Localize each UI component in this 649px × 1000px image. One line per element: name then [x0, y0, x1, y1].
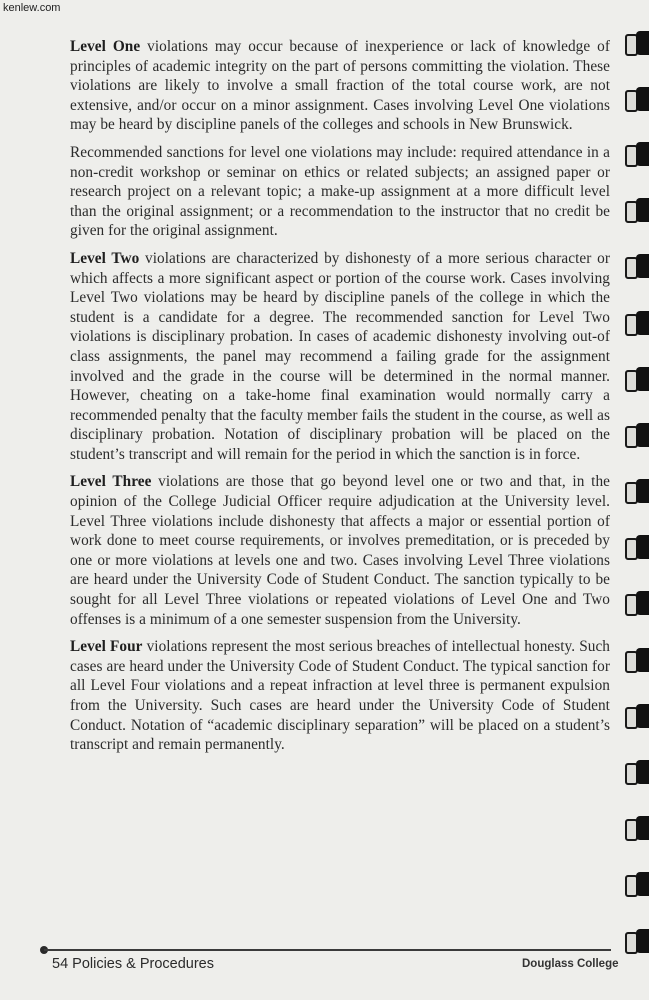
binding-ring [623, 253, 649, 279]
paragraph-text: violations may occur because of inexperience or lack of knowledge of principles of academic integrity on the part of persons committing the violation. These violations are likely to involve a small fraction of the total course work, are not extensive, and/or occur on a minor assignment. Cases involving Level One violations may be heard by discipline panels of the colleges and schools in New Brunswick. [70, 38, 610, 134]
footer-page-label: 54 Policies & Procedures [52, 956, 214, 972]
binding-ring [623, 928, 649, 954]
binding-ring [623, 310, 649, 336]
binding-ring [623, 86, 649, 112]
binding-ring [623, 534, 649, 560]
paragraph-text: violations are characterized by dishonesty of a more serious character or which affects a more significant aspect or portion of the course work. Cases involving Level Two violations may be heard by discipline panels of the college in which the student is a candidate for a degree. The recommended sanction for Level Two violations is disciplinary probation. In cases of academic dishonesty involving out-of class assignments, the panel may recommend a failing grade for the assignment involved and the grade in the course will be determined in the normal manner. However, cheating on a take-home final examination would normally carry a recommended penalty that the faculty member fails the student in the course, as well as disciplinary probation. Notation of disciplinary probation will be placed on the student’s transcript and will remain for the period in which the sanction is in force. [70, 249, 610, 463]
paragraph-level-three [70, 472, 610, 629]
binding-ring [623, 703, 649, 729]
paragraph-level-four [70, 637, 610, 755]
binding-ring [623, 197, 649, 223]
paragraph-text: Recommended sanctions for level one violations may include: required attendance in a non-credit workshop or seminar on ethics or related subjects; an assigned paper or research project on a relevant topic; a make-up assignment at a more difficult level than the original assignment; or a recommendation to the instructor that no credit be given for the original assignment. [70, 143, 610, 240]
paragraph-lead: Level Two [70, 249, 140, 267]
paragraph-lead: Level One [70, 38, 141, 55]
spiral-binding [619, 0, 649, 1000]
binding-ring [623, 30, 649, 56]
binding-ring [623, 590, 649, 616]
binding-ring [623, 815, 649, 841]
paragraph-text: violations represent the most serious breaches of intellectual honesty. Such cases are heard under the University Code of Student Conduct. The typical sanction for all Level Four violations and a repeat infraction at level three is permanent expulsion from the University. Such cases are heard under the University Code of Student Conduct. Notation of “academic disciplinary separation” will be placed on a student’s transcript and remain permanently. [70, 638, 610, 754]
binding-ring [623, 478, 649, 504]
paragraph-lead: Level Four [70, 638, 143, 656]
binding-ring [623, 422, 649, 448]
paragraph-text: violations are those that go beyond level one or two and that, in the opinion of the College Judicial Officer require adjudication at the University level. Level Three violations include dishonesty that affects a major or essential portion of work done to meet course requirements, or involves premeditation, or is preceded by one or more violations at levels one and two. Cases involving Level Three violations are heard under the University Code of Student Conduct. The sanction typically to be sought for all Level Three violations or repeated violations of Level One and Two offenses is a minimum of a one semester suspension from the University. [70, 473, 610, 628]
binding-ring [623, 871, 649, 897]
footer-rule [44, 949, 611, 951]
binding-ring [623, 366, 649, 392]
binding-ring [623, 647, 649, 673]
watermark: kenlew.com [3, 2, 61, 14]
paragraph-level-one [70, 37, 610, 135]
paragraph-lead: Level Three [70, 473, 152, 491]
footer-publisher: Douglass College [522, 958, 619, 970]
paragraph-level-one-sanctions [70, 143, 610, 241]
document-body [70, 37, 610, 763]
paragraph-level-two [70, 249, 610, 465]
binding-ring [623, 141, 649, 167]
binding-ring [623, 759, 649, 785]
